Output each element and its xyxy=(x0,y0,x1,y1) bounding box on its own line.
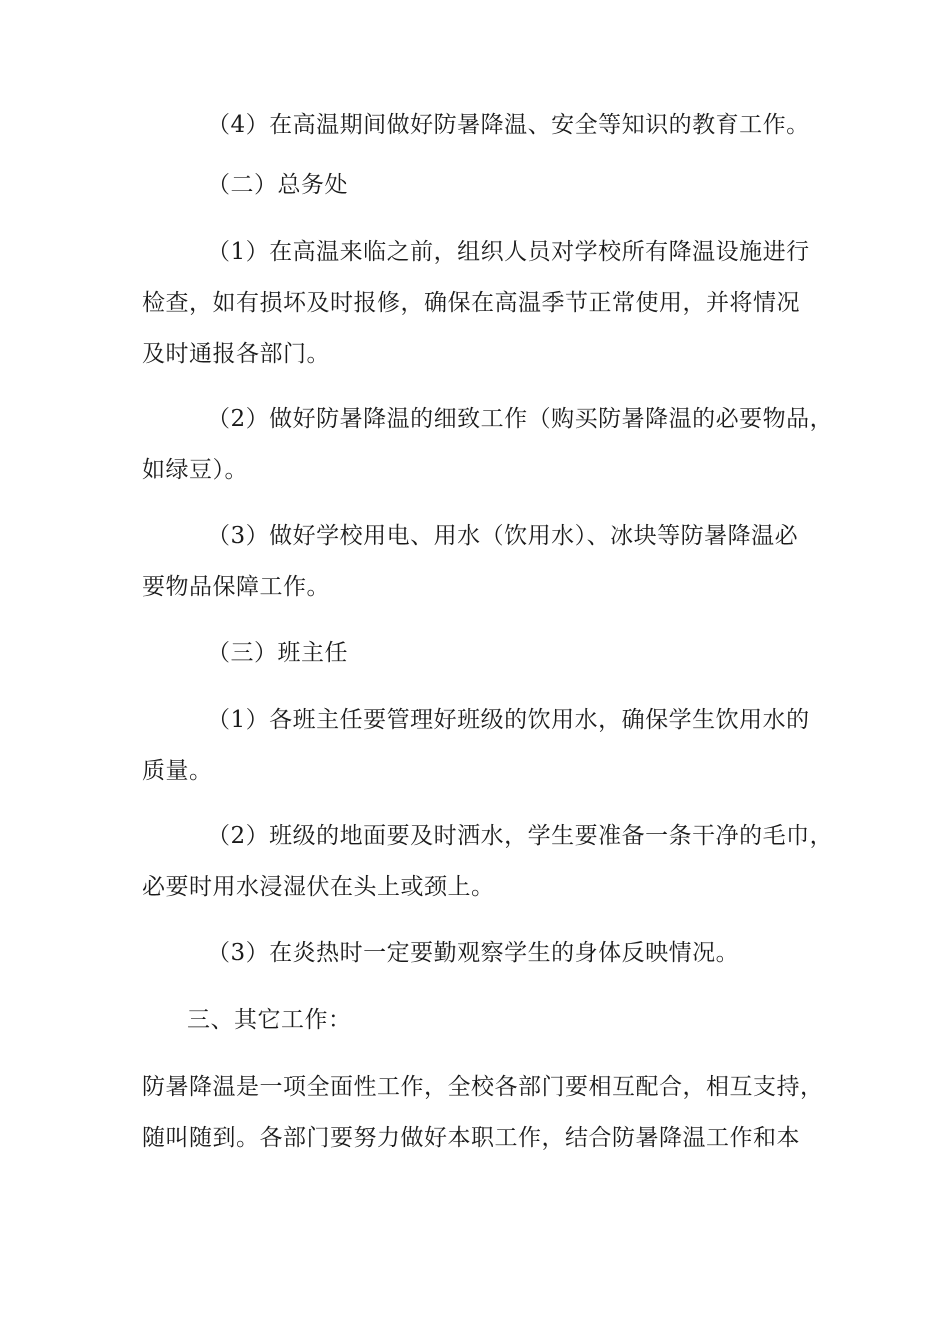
para-teacher-1-line-1: （1）各班主任要管理好班级的饮用水，确保学生饮用水的 xyxy=(207,707,810,733)
section-heading-other-work: 三、其它工作： xyxy=(187,1007,352,1033)
para-general-1-line-1: （1）在高温来临之前，组织人员对学校所有降温设施进行 xyxy=(207,239,810,265)
para-other-line-1: 防暑降温是一项全面性工作，全校各部门要相互配合，相互支持， xyxy=(142,1074,824,1100)
para-other-line-2: 随叫随到。各部门要努力做好本职工作，结合防暑降温工作和本 xyxy=(142,1125,800,1151)
para-general-3-line-1: （3）做好学校用电、用水（饮用水）、冰块等防暑降温必 xyxy=(207,523,799,549)
para-teacher-2-line-1: （2）班级的地面要及时洒水，学生要准备一条干净的毛巾， xyxy=(207,823,834,849)
section-heading-class-teacher: （三）班主任 xyxy=(207,640,348,666)
para-general-1-line-2: 检查，如有损坏及时报修，确保在高温季节正常使用，并将情况 xyxy=(142,290,800,316)
para-teacher-1-line-2: 质量。 xyxy=(142,758,213,784)
section-heading-general-affairs: （二）总务处 xyxy=(207,172,348,198)
para-general-3-line-2: 要物品保障工作。 xyxy=(142,574,330,600)
para-general-1-line-3: 及时通报各部门。 xyxy=(142,341,330,367)
para-general-2-line-2: 如绿豆）。 xyxy=(142,457,248,483)
para-item-4-line-1: （4）在高温期间做好防暑降温、安全等知识的教育工作。 xyxy=(207,112,810,138)
para-teacher-3-line-1: （3）在炎热时一定要勤观察学生的身体反映情况。 xyxy=(207,940,740,966)
para-general-2-line-1: （2）做好防暑降温的细致工作（购买防暑降温的必要物品， xyxy=(207,406,834,432)
para-teacher-2-line-2: 必要时用水浸湿伏在头上或颈上。 xyxy=(142,874,495,900)
